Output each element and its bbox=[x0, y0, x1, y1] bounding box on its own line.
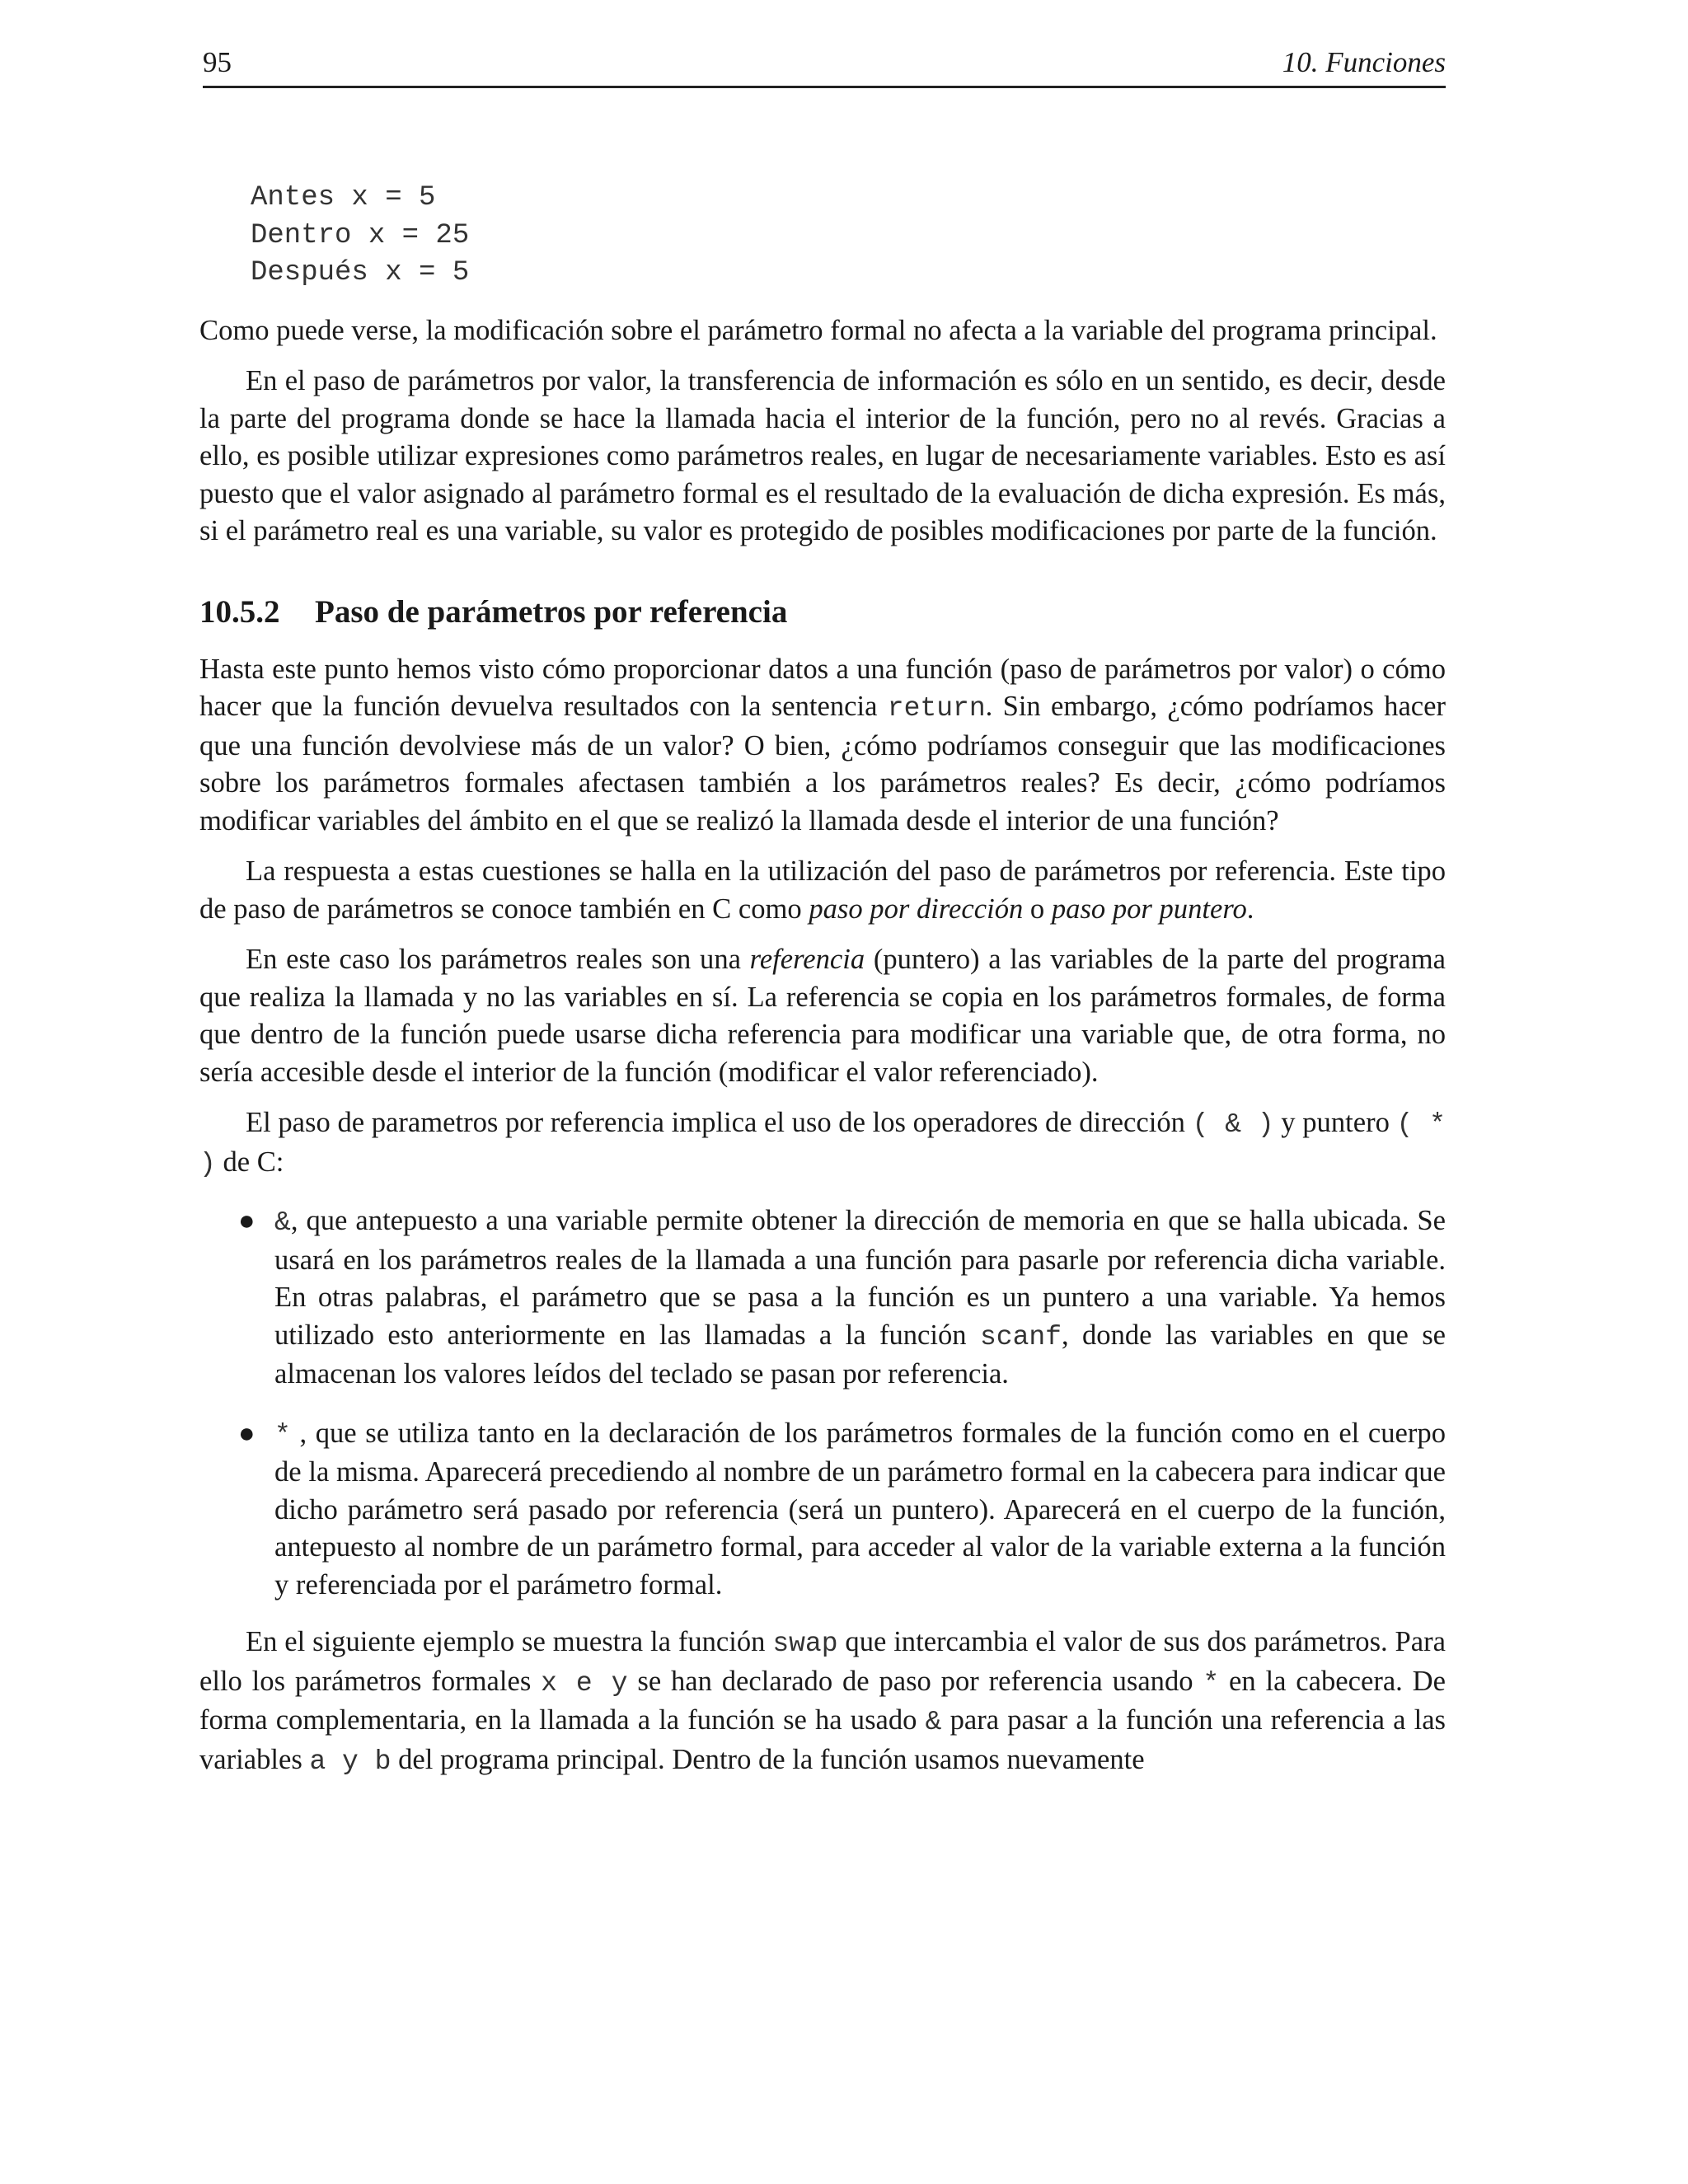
inline-code: scanf bbox=[979, 1321, 1062, 1352]
operator-list bbox=[199, 1202, 1446, 1604]
operator-pointer: ( * ) bbox=[199, 1109, 1446, 1179]
inline-code: * bbox=[1203, 1667, 1220, 1699]
inline-code: & bbox=[274, 1207, 291, 1238]
output-line: Después x = 5 bbox=[251, 257, 470, 288]
output-line: Dentro x = 25 bbox=[251, 219, 470, 251]
running-title: 10. Funciones bbox=[1282, 46, 1446, 78]
inline-code: * bbox=[274, 1419, 291, 1451]
paragraph: El paso de parametros por referencia implica el uso de los operadores de dirección ( & ) y puntero ( * ) de C: bbox=[199, 1107, 1446, 1179]
paragraph: En el siguiente ejemplo se muestra la función swap que intercambia el valor de sus dos parámetros. Para ello los parámetros formales x e y se han declarado de paso por referencia usando * en la cabecera. De forma complementaria, en la llamada a la función se ha usado & para pasar a la función una referencia a las variables a y b del programa principal. Dentro de la función usamos nuevamente bbox=[199, 1626, 1446, 1777]
inline-code: x e y bbox=[541, 1667, 628, 1699]
paragraph: Hasta este punto hemos visto cómo proporcionar datos a una función (paso de parámetros por valor) o cómo hacer que la función devuelva resultados con la sentencia return. Sin embargo, ¿cómo podríamos hacer que una función devolviese más de un valor? O bien, ¿cómo podríamos conseguir que las modificaciones sobre los parámetros formales afectasen también a los parámetros reales? Es decir, ¿cómo podríamos modificar variables del ámbito en el que se realizó la llamada desde el interior de una función? bbox=[199, 653, 1446, 837]
list-item: ● * , que se utiliza tanto en la declaración de los parámetros formales de la función como en el cuerpo de la misma. Aparecerá precediendo al nombre de un parámetro formal en la cabecera para indicar que dicho parámetro será pasado por referencia (será un puntero). Aparecerá en el cuerpo de la función, antepuesto al nombre de un parámetro formal, para acceder al valor de la variable externa a la función y referenciada por el parámetro formal. bbox=[274, 1415, 1446, 1605]
inline-code: & bbox=[925, 1707, 942, 1737]
paragraph: La respuesta a estas cuestiones se halla en la utilización del paso de parámetros por referencia. Este tipo de paso de parámetros se conoce también en C como paso por dirección o paso por puntero. bbox=[199, 855, 1446, 925]
bullet-icon: ● bbox=[238, 1418, 256, 1449]
section-heading bbox=[199, 593, 1446, 631]
paragraph: Como puede verse, la modificación sobre el parámetro formal no afecta a la variable del programa principal. bbox=[199, 314, 1437, 346]
inline-code: return bbox=[887, 693, 986, 724]
page-header bbox=[203, 43, 1446, 88]
bullet-icon: ● bbox=[238, 1206, 256, 1236]
page-body bbox=[199, 180, 1446, 1780]
section-number: 10.5.2 bbox=[199, 593, 280, 630]
inline-code: a y b bbox=[309, 1746, 392, 1777]
section-title: Paso de parámetros por referencia bbox=[315, 593, 788, 630]
operator-address: ( & ) bbox=[1192, 1109, 1274, 1140]
paragraph: En este caso los parámetros reales son una referencia (puntero) a las variables de la parte del programa que realiza la llamada y no las variables en sí. La referencia se copia en los parámetros formales, de forma que dentro de la función puede usarse dicha referencia para modificar una variable que, de otra forma, no sería accesible desde el interior de la función (modificar el valor referenciado). bbox=[199, 944, 1446, 1088]
output-line: Antes x = 5 bbox=[251, 182, 436, 213]
emphasis: paso por puntero bbox=[1051, 893, 1247, 925]
emphasis: referencia bbox=[749, 944, 865, 975]
list-item: ● &, que antepuesto a una variable permite obtener la dirección de memoria en que se halla ubicada. Se usará en los parámetros reales de la llamada a una función para pasarle por referencia dicha variable. En otras palabras, el parámetro que se pasa a la función es un puntero a una variable. Ya hemos utilizado esto anteriormente en las llamadas a la función scanf, donde las variables en que se almacenan los valores leídos del teclado se pasan por referencia. bbox=[274, 1202, 1446, 1394]
emphasis: paso por dirección bbox=[809, 893, 1024, 925]
inline-code: swap bbox=[772, 1629, 838, 1659]
paragraph: En el paso de parámetros por valor, la transferencia de información es sólo en un sentido, es decir, desde la parte del programa donde se hace la llamada hacia el interior de la función, pero no al revés. Gracias a ello, es posible utilizar expresiones como parámetros reales, en lugar de necesariamente variables. Esto es así puesto que el valor asignado al parámetro formal es el resultado de la evaluación de dicha expresión. Es más, si el parámetro real es una variable, su valor es protegido de posibles modificaciones por parte de la función. bbox=[199, 365, 1446, 546]
program-output bbox=[251, 180, 1446, 293]
page-number: 95 bbox=[203, 46, 232, 78]
